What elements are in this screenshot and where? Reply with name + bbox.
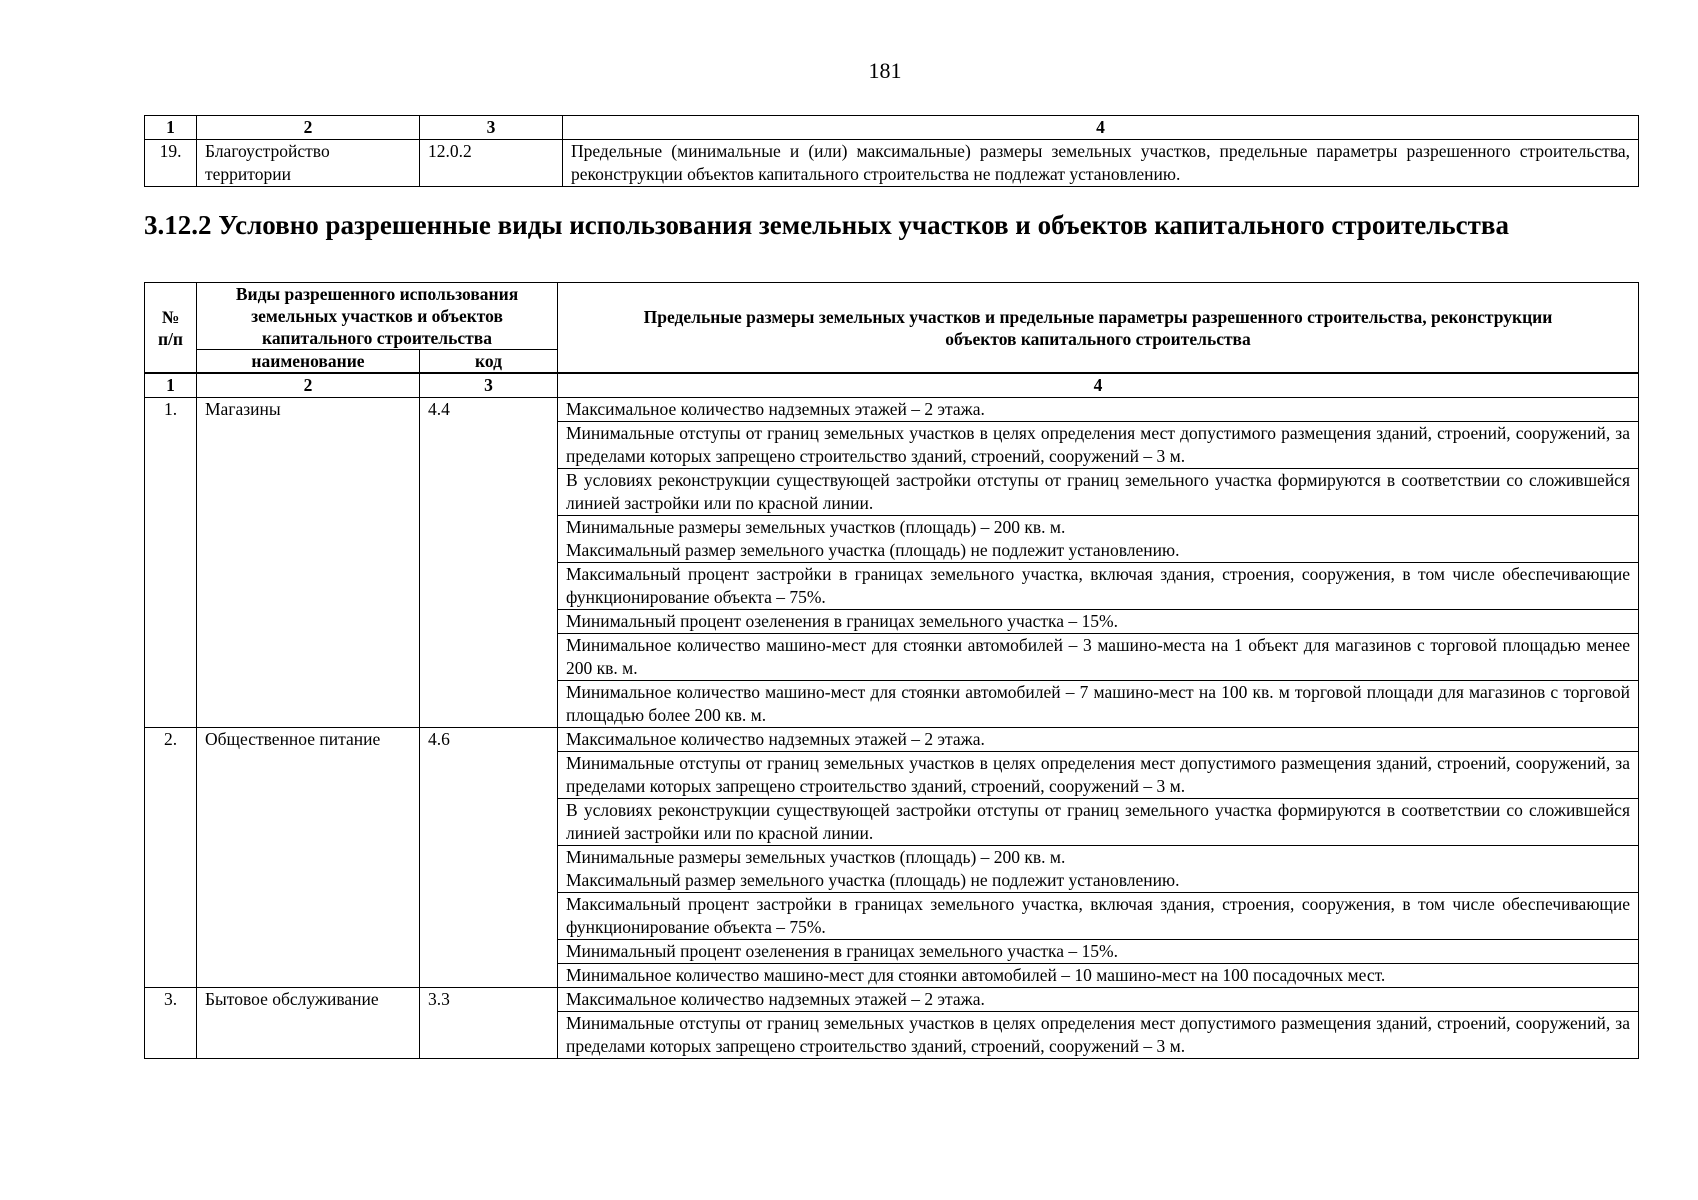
param-line: В условиях реконструкции существующей застройки отступы от границ земельного участка формируются в соответствии со сложившейся линией застройки или по красной линии.	[566, 470, 1630, 513]
use-param	[558, 799, 1639, 846]
table-row	[145, 398, 1639, 422]
col-number-4: 4	[563, 116, 1639, 140]
param-line: Максимальный размер земельного участка (площадь) не подлежит установлению.	[566, 870, 1180, 890]
use-code: 12.0.2	[420, 140, 563, 187]
table-body	[145, 398, 1639, 1059]
page-number: 181	[868, 58, 902, 83]
use-param	[558, 610, 1639, 634]
header-row	[145, 283, 1639, 350]
param-line: Минимальные размеры земельных участков (площадь) – 200 кв. м.	[566, 847, 1066, 867]
use-params: Предельные (минимальные и (или) максимальные) размеры земельных участков, предельные параметры разрешенного строительства, реконструкции объектов капитального строительства не подлежат установлению.	[563, 140, 1639, 187]
param-line: Максимальное количество надземных этажей – 2 этажа.	[566, 989, 985, 1009]
col-number-4: 4	[558, 373, 1639, 398]
table-row	[145, 728, 1639, 752]
param-line: Минимальный процент озеленения в границах земельного участка – 15%.	[566, 611, 1118, 631]
col-number-2: 2	[197, 116, 420, 140]
use-param	[558, 634, 1639, 681]
param-line: Максимальный процент застройки в границах земельного участка, включая здания, строения, сооружения, в том числе обеспечивающие функционирование объекта – 75%.	[566, 564, 1630, 607]
header-code: код	[420, 350, 558, 374]
col-number-2: 2	[197, 373, 420, 398]
param-line: В условиях реконструкции существующей застройки отступы от границ земельного участка формируются в соответствии со сложившейся линией застройки или по красной линии.	[566, 800, 1630, 843]
use-param	[558, 469, 1639, 516]
use-name: Общественное питание	[197, 728, 420, 988]
param-line: Максимальное количество надземных этажей – 2 этажа.	[566, 729, 985, 749]
param-line: Максимальный размер земельного участка (площадь) не подлежит установлению.	[566, 540, 1180, 560]
param-line: Минимальное количество машино-мест для стоянки автомобилей – 3 машино-места на 1 объект для магазинов с торговой площадью менее 200 кв. м.	[566, 635, 1630, 678]
row-number: 2.	[145, 728, 197, 988]
column-number-row	[145, 373, 1639, 398]
header-name: наименование	[197, 350, 420, 374]
table-row	[145, 140, 1639, 187]
use-name: Благоустройство территории	[197, 140, 420, 187]
use-name: Бытовое обслуживание	[197, 988, 420, 1059]
use-param	[558, 563, 1639, 610]
use-param	[558, 1012, 1639, 1059]
use-code: 3.3	[420, 988, 558, 1059]
param-line: Минимальные отступы от границ земельных участков в целях определения мест допустимого размещения зданий, строений, сооружений, за пределами которых запрещено строительство зданий, строений, сооружений – 3 м.	[566, 1013, 1630, 1056]
col-number-3: 3	[420, 116, 563, 140]
use-param	[558, 752, 1639, 799]
header-group: Виды разрешенного использования земельных участков и объектов капитального строительства	[197, 283, 558, 350]
use-param	[558, 398, 1639, 422]
column-number-row	[145, 116, 1639, 140]
use-param	[558, 728, 1639, 752]
table-row	[145, 988, 1639, 1012]
use-param	[558, 846, 1639, 893]
use-name: Магазины	[197, 398, 420, 728]
header-num: № п/п	[145, 283, 197, 374]
continued-table	[144, 115, 1639, 187]
use-param	[558, 940, 1639, 964]
use-param	[558, 988, 1639, 1012]
use-param	[558, 964, 1639, 988]
use-param	[558, 422, 1639, 469]
param-line: Минимальное количество машино-мест для стоянки автомобилей – 10 машино-мест на 100 посадочных мест.	[566, 965, 1386, 985]
col-number-1: 1	[145, 373, 197, 398]
row-number: 3.	[145, 988, 197, 1059]
col-number-1: 1	[145, 116, 197, 140]
param-line: Минимальное количество машино-мест для стоянки автомобилей – 7 машино-мест на 100 кв. м торговой площади для магазинов с торговой площадью более 200 кв. м.	[566, 682, 1630, 725]
header-params: Предельные размеры земельных участков и предельные параметры разрешенного строительства, реконструкции объектов капитального строительства	[558, 283, 1639, 374]
param-line: Минимальные размеры земельных участков (площадь) – 200 кв. м.	[566, 517, 1066, 537]
param-line: Максимальное количество надземных этажей – 2 этажа.	[566, 399, 985, 419]
section-heading: 3.12.2 Условно разрешенные виды использования земельных участков и объектов капитального строительства	[144, 210, 1509, 240]
use-param	[558, 681, 1639, 728]
param-line: Минимальный процент озеленения в границах земельного участка – 15%.	[566, 941, 1118, 961]
use-param	[558, 893, 1639, 940]
conditional-uses-table	[144, 282, 1639, 1059]
use-code: 4.6	[420, 728, 558, 988]
row-number: 19.	[145, 140, 197, 187]
col-number-3: 3	[420, 373, 558, 398]
param-line: Минимальные отступы от границ земельных участков в целях определения мест допустимого размещения зданий, строений, сооружений, за пределами которых запрещено строительство зданий, строений, сооружений – 3 м.	[566, 753, 1630, 796]
param-line: Минимальные отступы от границ земельных участков в целях определения мест допустимого размещения зданий, строений, сооружений, за пределами которых запрещено строительство зданий, строений, сооружений – 3 м.	[566, 423, 1630, 466]
row-number: 1.	[145, 398, 197, 728]
param-line: Максимальный процент застройки в границах земельного участка, включая здания, строения, сооружения, в том числе обеспечивающие функционирование объекта – 75%.	[566, 894, 1630, 937]
use-code: 4.4	[420, 398, 558, 728]
use-param	[558, 516, 1639, 563]
